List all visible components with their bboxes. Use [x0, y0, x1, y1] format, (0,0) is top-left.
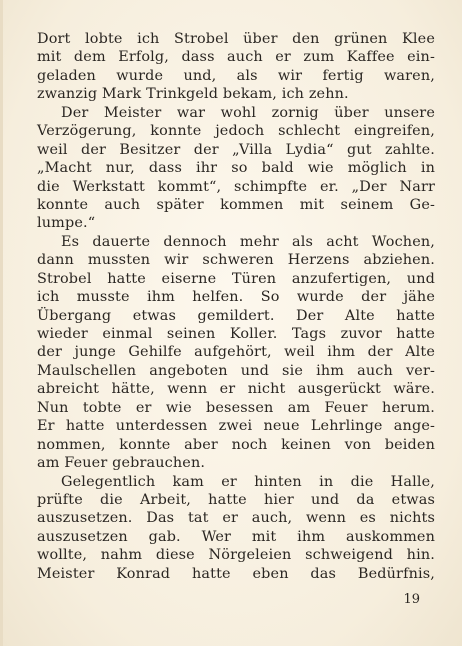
- text-line: die Werkstatt kommt“, schimpfte er. „Der Narr: [37, 178, 435, 195]
- text-line: Übergang etwas gemildert. Der Alte hatte: [37, 307, 435, 324]
- text-line: dann mussten wir schweren Herzens abziehen.: [37, 252, 435, 269]
- text-line: lumpe.“: [37, 215, 96, 232]
- text-line: zwanzig Mark Trinkgeld bekam, ich zehn.: [37, 86, 349, 103]
- text-line: abreicht hätte, wenn er nicht ausgerückt wäre.: [37, 381, 435, 398]
- text-line: geladen wurde und, als wir fertig waren,: [37, 67, 435, 84]
- text-line: ich musste ihm helfen. So wurde der jähe: [37, 289, 435, 306]
- text-line: Verzögerung, konnte jedoch schlecht eingreifen,: [37, 123, 435, 140]
- text-line: Der Meister war wohl zornig über unsere: [61, 104, 435, 121]
- text-line: auszusetzen gab. Wer mit ihm auskommen: [37, 528, 435, 545]
- page-number: 19: [403, 592, 420, 607]
- text-line: mit dem Erfolg, dass auch er zum Kaffee ein-: [37, 49, 435, 66]
- body-text: [37, 30, 435, 583]
- text-line: Nun tobte er wie besessen am Feuer herum.: [37, 399, 435, 416]
- text-line: nommen, konnte aber noch keinen von beiden: [37, 436, 435, 453]
- text-line: Es dauerte dennoch mehr als acht Wochen,: [61, 233, 435, 250]
- text-line: Dort lobte ich Strobel über den grünen Klee: [37, 31, 435, 47]
- text-line: konnte auch später kommen mit seinem Ge-: [37, 196, 435, 213]
- text-line: prüfte die Arbeit, hatte hier und da etwas: [37, 491, 435, 508]
- text-line: „Macht nur, dass ihr so bald wie möglich in: [37, 160, 435, 177]
- text-line: wollte, nahm diese Nörgeleien schweigend hin.: [37, 547, 435, 564]
- text-line: Gelegentlich kam er hinten in die Halle,: [61, 473, 435, 490]
- text-line: Maulschellen angeboten und sie ihm auch ver-: [37, 362, 435, 379]
- text-line: Strobel hatte eiserne Türen anzufertigen, und: [37, 270, 435, 287]
- text-line: auszusetzen. Das tat er auch, wenn es nichts: [37, 510, 435, 527]
- text-line: weil der Besitzer der „Villa Lydia“ gut zahlte.: [37, 141, 435, 158]
- text-line: wieder einmal seinen Koller. Tags zuvor hatte: [37, 326, 435, 342]
- text-line: am Feuer gebrauchen.: [37, 455, 206, 472]
- text-line: Er hatte unterdessen zwei neue Lehrlinge ange-: [37, 418, 435, 435]
- text-line: der junge Gehilfe aufgehört, weil ihm der Alte: [37, 344, 435, 361]
- text-line: Meister Konrad hatte eben das Bedürfnis,: [37, 565, 435, 582]
